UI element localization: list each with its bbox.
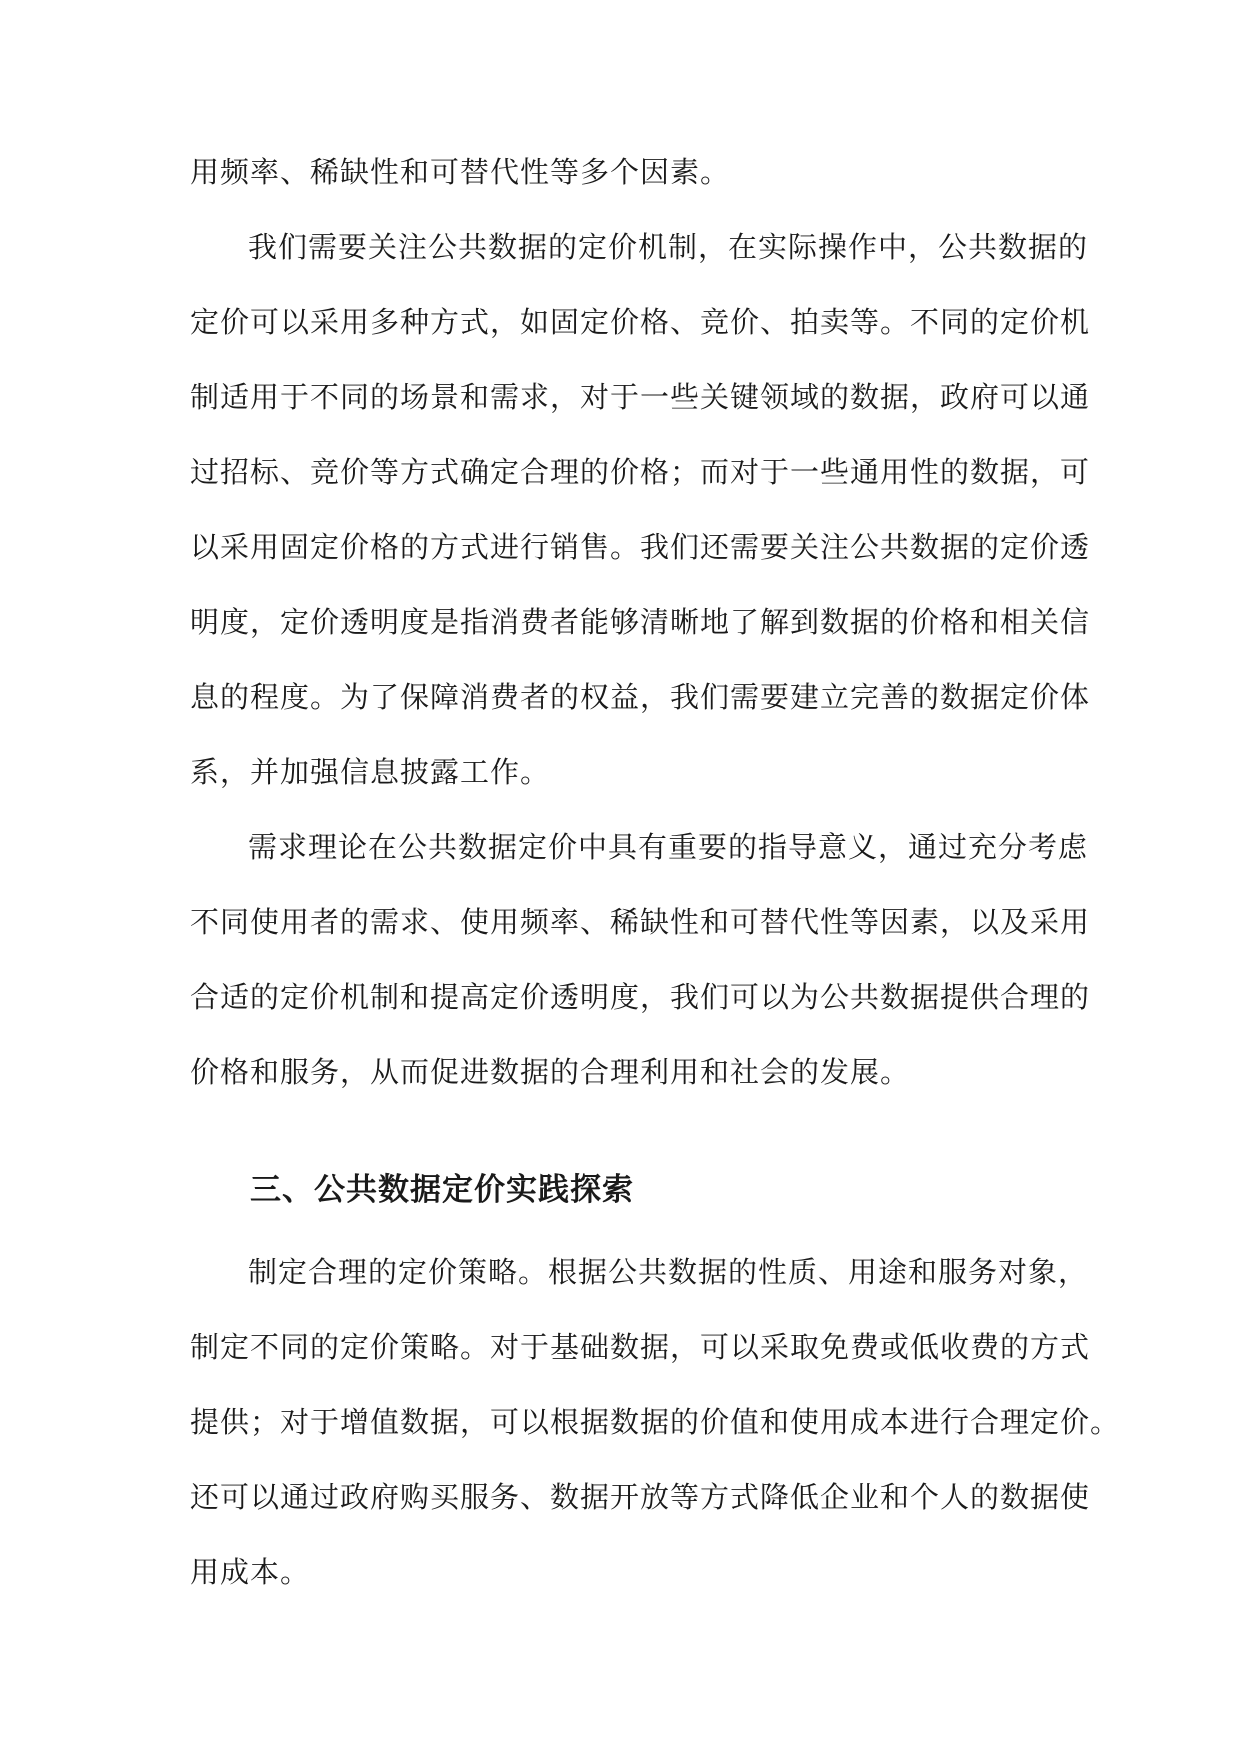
text-line: 定价可以采用多种方式，如固定价格、竞价、拍卖等。不同的定价机 [190,305,1091,339]
text-line: 合适的定价机制和提高定价透明度，我们可以为公共数据提供合理的 [190,980,1091,1014]
text-line: 制定不同的定价策略。对于基础数据，可以采取免费或低收费的方式 [190,1330,1091,1364]
text-line: 还可以通过政府购买服务、数据开放等方式降低企业和个人的数据使 [190,1480,1091,1514]
text-line: 用成本。 [190,1555,311,1589]
text-line: 以采用固定价格的方式进行销售。我们还需要关注公共数据的定价透 [190,530,1091,564]
text-line: 提供；对于增值数据，可以根据数据的价值和使用成本进行合理定价。 [190,1405,1121,1439]
text-line: 明度，定价透明度是指消费者能够清晰地了解到数据的价格和相关信 [190,605,1091,639]
text-line: 息的程度。为了保障消费者的权益，我们需要建立完善的数据定价体 [190,680,1091,714]
text-line: 制适用于不同的场景和需求，对于一些关键领域的数据，政府可以通 [190,380,1091,414]
text-line: 用频率、稀缺性和可替代性等多个因素。 [190,155,731,189]
section-heading: 三、公共数据定价实践探索 [250,1172,634,1208]
text-line: 我们需要关注公共数据的定价机制，在实际操作中，公共数据的 [248,230,1089,264]
text-line: 过招标、竞价等方式确定合理的价格；而对于一些通用性的数据，可 [190,455,1091,489]
text-line: 不同使用者的需求、使用频率、稀缺性和可替代性等因素，以及采用 [190,905,1091,939]
text-line: 价格和服务，从而促进数据的合理利用和社会的发展。 [190,1055,911,1089]
text-line: 制定合理的定价策略。根据公共数据的性质、用途和服务对象， [248,1255,1089,1289]
text-line: 系，并加强信息披露工作。 [190,755,551,789]
text-line: 需求理论在公共数据定价中具有重要的指导意义，通过充分考虑 [248,830,1089,864]
